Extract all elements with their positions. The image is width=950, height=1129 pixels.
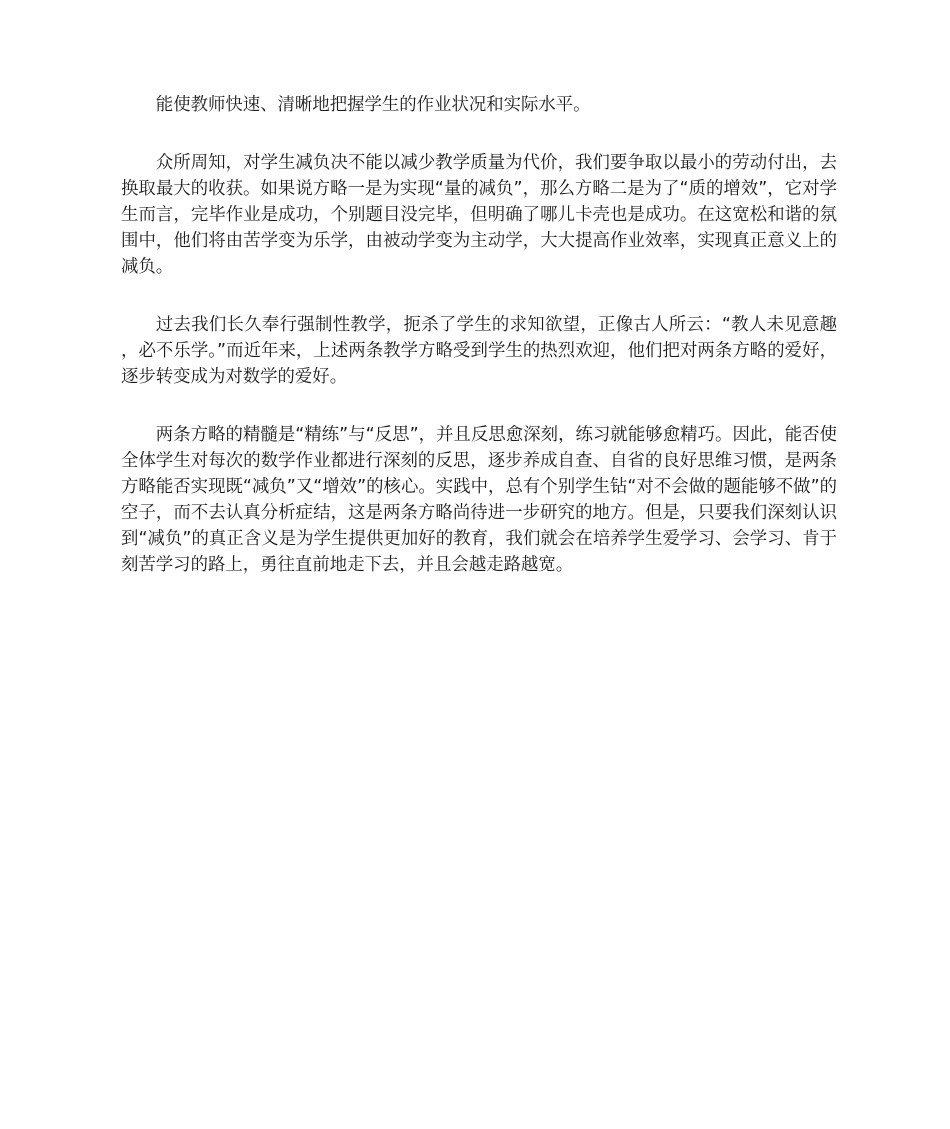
paragraph-1: 能使教师快速、清晰地把握学生的作业状况和实际水平。: [155, 95, 591, 115]
paragraph-4: 两条方略的精髓是“精练”与“反思”，并且反思愈深刻，练习就能够愈精巧。因此，能否使全体学生对每次的数学作业都进行深刻的反思，逐步养成自查、自省的良好思维习惯，是两条方略能否实现既“减负”又“增效”的核心。实践中，总有个别学生钻“对不会做的题能够不做”的空子，而不去认真分析症结，这是两条方略尚待进一步研究的地方。但是，只要我们深刻认识到“减负”的真正含义是为学生提供更加好的教育，我们就会在培养学生爱学习、会学习、肯于刻苦学习的路上，勇往直前地走下去，并且会越走路越宽。: [121, 425, 837, 575]
paragraph-2: 众所周知，对学生减负决不能以减少教学质量为代价，我们要争取以最小的劳动付出，去换取最大的收获。如果说方略一是为实现“量的减负”，那么方略二是为了“质的增效”，它对学生而言，完毕作业是成功，个别题目没完毕，但明确了哪儿卡壳也是成功。在这宽松和谐的氛围中，他们将由苦学变为乐学，由被动学变为主动学，大大提高作业效率，实现真正意义上的减负。: [121, 153, 837, 277]
paragraph-3: 过去我们长久奉行强制性教学，扼杀了学生的求知欲望，正像古人所云：“教人未见意趣，必不乐学。”而近年来，上述两条教学方略受到学生的热烈欢迎，他们把对两条方略的爱好，逐步转变成为对数学的爱好。: [121, 315, 837, 387]
document-body: [121, 92, 837, 610]
